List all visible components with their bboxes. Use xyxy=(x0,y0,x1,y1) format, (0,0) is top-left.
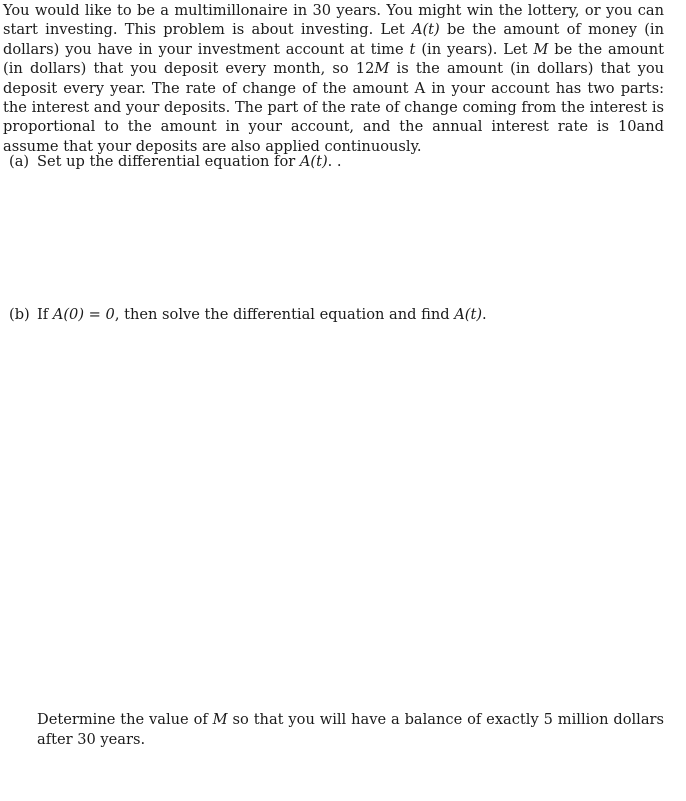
intro-math-A-t: A(t) xyxy=(411,21,440,39)
part-b-math-condition: A(0) = 0 xyxy=(52,306,115,323)
part-b-text-2: , then solve the differential equation and find xyxy=(114,306,455,323)
part-a-text-2: . . xyxy=(327,153,342,170)
part-b xyxy=(9,305,664,325)
problem-intro xyxy=(3,1,664,156)
intro-text-1: You would like to be a multimillonaire in 30 years. You might win the lottery, or you can start investing. This problem is about investing. Let xyxy=(3,2,664,39)
part-b-text-1: If xyxy=(37,306,53,323)
intro-text-2: be the amount of money (in dollars) you have in your investment account at time xyxy=(3,21,664,58)
part-c-label xyxy=(9,710,37,730)
part-c-text-1: Determine the value of xyxy=(37,711,213,728)
intro-text-5: is the amount (in dollars) that you deposit every year. The rate of change of the amount A in your account has two parts: the interest and your deposits. The part of the rate of change coming from the interest is proportional to the amount in your account, and the annual interest rate is 10and assume that your deposits are also applied continuously. xyxy=(3,60,665,155)
intro-text-3: (in years). Let xyxy=(415,40,534,58)
part-c xyxy=(9,710,664,750)
part-a xyxy=(9,152,664,172)
part-b-label: (b) xyxy=(9,306,30,323)
intro-math-M: M xyxy=(533,40,549,58)
part-c-text-2: so that you will have a balance of exactly 5 million dollars after 30 years. xyxy=(37,711,664,748)
part-b-math-A-t: A(t) xyxy=(454,306,483,323)
intro-text-4: be the amount (in dollars) that you deposit every month, so 12 xyxy=(3,40,664,78)
intro-math-t: t xyxy=(409,40,416,58)
part-a-label: (a) xyxy=(9,153,30,170)
intro-math-M-2: M xyxy=(374,60,390,78)
part-a-text-1: Set up the differential equation for xyxy=(37,153,300,170)
part-a-math-A-t: A(t) xyxy=(299,153,328,170)
part-b-text-3: . xyxy=(482,306,487,323)
part-c-math-M: M xyxy=(212,711,228,728)
